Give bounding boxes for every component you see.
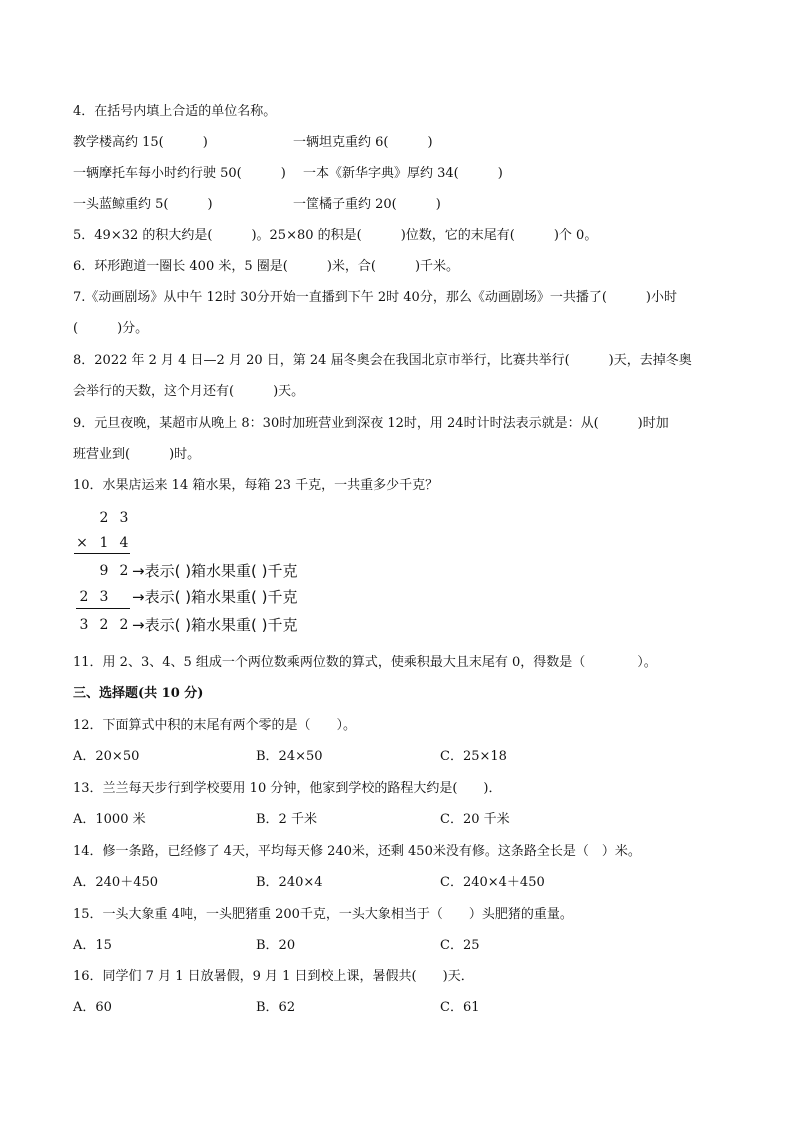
q14-option-c: C．240×4＋450 <box>440 875 545 890</box>
q9-line-1: 9．元旦夜晚，某超市从晚上 8：30时加班营业到深夜 12时，用 24时计时法表示就是：从( )时加 <box>73 416 669 431</box>
q14-option-b: B．240×4 <box>256 875 323 890</box>
partial-product-2-note: →表示( )箱水果重( )千克 <box>132 588 298 606</box>
q10-stem: 10．水果店运来 14 箱水果，每箱 23 千克，一共重多少千克？ <box>73 478 439 493</box>
partial-product-2-digit: 2 <box>79 589 89 605</box>
section-heading: 三、选择题(共 10 分) <box>73 686 204 701</box>
partial-product-2-digit: 3 <box>99 589 109 605</box>
product-digit: 2 <box>99 617 109 633</box>
product-digit: 3 <box>79 617 89 633</box>
multiplier-digit: 1 <box>99 535 109 551</box>
q4-item-b: 一辆坦克重约 6( ) <box>293 135 433 150</box>
q13-option-c: C．20 千米 <box>440 812 510 827</box>
q15-option-c: C．25 <box>440 938 480 953</box>
question-5: 5．49×32 的积大约是( )。25×80 的积是( )位数，它的末尾有( )个 0。 <box>73 228 598 243</box>
q4-item-a: 教学楼高约 15( ) <box>73 135 208 150</box>
q15-option-b: B．20 <box>256 938 296 953</box>
question-6: 6．环形跑道一圈长 400 米，5 圈是( )米，合( )千米。 <box>73 259 460 274</box>
q15-option-a: A．15 <box>73 938 112 953</box>
partial-product-1-note: →表示( )箱水果重( )千克 <box>132 562 298 580</box>
q16-stem: 16．同学们 7 月 1 日放暑假，9 月 1 日到校上课，暑假共( )天． <box>73 969 474 984</box>
q8-line-1: 8．2022 年 2 月 4 日—2 月 20 日，第 24 届冬奥会在我国北京市举行，比赛共举行( )天，去掉冬奥 <box>73 353 692 368</box>
multiplier-digit: 4 <box>119 535 129 551</box>
q12-option-a: A．20×50 <box>73 749 140 764</box>
q14-stem: 14．修一条路，已经修了 4天，平均每天修 240米，还剩 450米没有修。这条路全长是（ ）米。 <box>73 844 641 859</box>
product-note: →表示( )箱水果重( )千克 <box>132 616 298 634</box>
sum-line <box>76 608 130 609</box>
q9-line-2: 班营业到( )时。 <box>73 447 201 462</box>
q4-item-e: 一头蓝鲸重约 5( ) <box>73 197 213 212</box>
q16-option-b: B．62 <box>256 1000 296 1015</box>
q13-option-b: B．2 千米 <box>256 812 317 827</box>
q15-stem: 15．一头大象重 4吨，一头肥猪重 200千克，一头大象相当于（ ）头肥猪的重量。 <box>73 907 573 922</box>
q7-line-2: ( )分。 <box>73 321 149 336</box>
q16-option-c: C．61 <box>440 1000 480 1015</box>
q4-item-d: 一本《新华字典》厚约 34( ) <box>303 166 503 181</box>
q14-option-a: A．240＋450 <box>73 875 159 890</box>
q4-item-f: 一筐橘子重约 20( ) <box>293 197 441 212</box>
partial-product-1-digit: 9 <box>99 563 109 579</box>
partial-product-1-digit: 2 <box>119 563 129 579</box>
q12-option-b: B．24×50 <box>256 749 323 764</box>
multiplication-line <box>74 553 130 554</box>
q8-line-2: 会举行的天数，这个月还有( )天。 <box>73 384 305 399</box>
q16-option-a: A．60 <box>73 1000 112 1015</box>
question-11: 11．用 2、3、4、5 组成一个两位数乘两位数的算式，使乘积最大且末尾有 0，得数是（ ）。 <box>73 655 657 670</box>
multiplicand-digit: 3 <box>119 510 129 526</box>
q12-option-c: C．25×18 <box>440 749 507 764</box>
q12-stem: 12．下面算式中积的末尾有两个零的是（ ）。 <box>73 718 357 733</box>
q13-option-a: A．1000 米 <box>73 812 146 827</box>
times-sign: × <box>76 535 88 551</box>
q4-stem: 4．在括号内填上合适的单位名称。 <box>73 104 277 119</box>
multiplicand-digit: 2 <box>99 510 109 526</box>
q7-line-1: 7.《动画剧场》从中午 12时 30分开始一直播到下午 2时 40分，那么《动画剧场》一共播了( )小时 <box>73 290 677 305</box>
product-digit: 2 <box>119 617 129 633</box>
q13-stem: 13．兰兰每天步行到学校要用 10 分钟，他家到学校的路程大约是( )． <box>73 781 502 796</box>
q4-item-c: 一辆摩托车每小时约行驶 50( ) <box>73 166 286 181</box>
